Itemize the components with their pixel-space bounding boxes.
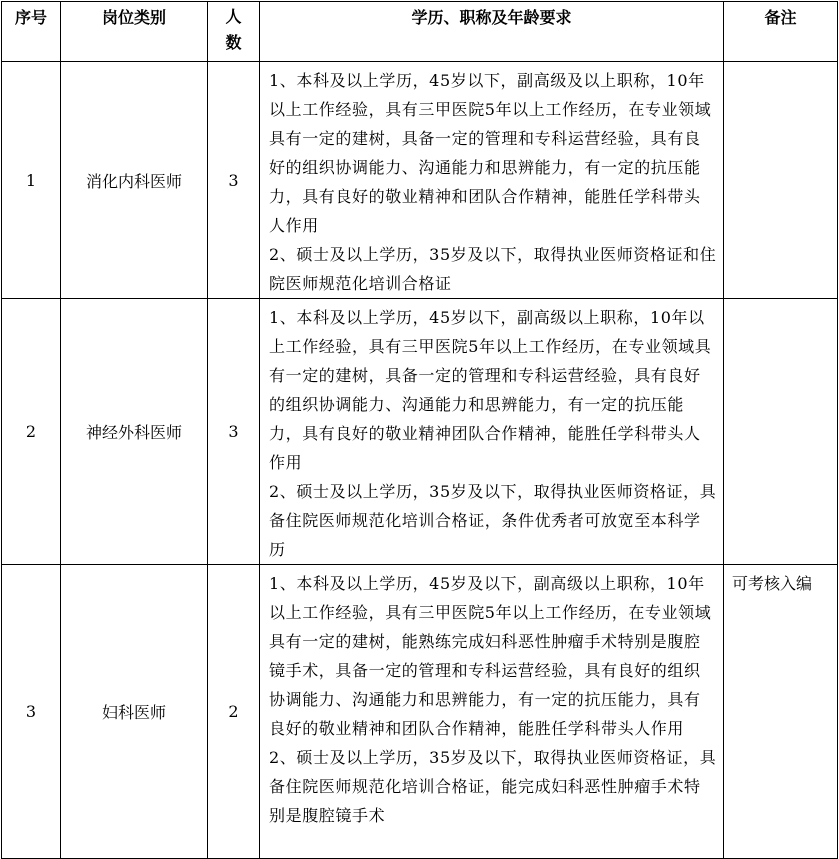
table-row	[2, 299, 838, 565]
requirement-item-1: 1、本科及以上学历，45岁以下，副高级及以上职称，10年以上工作经验，具有三甲医院5年以上工作经历，在专业领域具有一定的建树，具备一定的管理和专科运营经验，具有良好的组织协调能力、沟通能力和思辨能力，有一定的抗压能力，具有良好的敬业精神和团队合作精神，能胜任学科带头人作用	[269, 71, 712, 235]
header-index-text: 序号	[14, 8, 47, 27]
row-requirements-cell	[260, 62, 724, 299]
row-remark-cell: 可考核入编	[724, 565, 838, 859]
row-position-cell: 妇科医师	[61, 565, 208, 859]
row-count-cell: 3	[208, 62, 260, 299]
header-position-text: 岗位类别	[101, 8, 166, 27]
row-position-cell: 神经外科医师	[61, 299, 208, 565]
row-requirements-cell	[260, 565, 724, 859]
header-index	[2, 2, 61, 62]
row-count-cell: 2	[208, 565, 260, 859]
table-row	[2, 565, 838, 859]
table-row	[2, 62, 838, 299]
header-count	[208, 2, 260, 62]
header-count-text: 人数	[225, 7, 242, 52]
row-requirements-cell	[260, 299, 724, 565]
header-row	[2, 2, 838, 62]
row-index-cell: 1	[2, 62, 61, 299]
requirement-item-1: 1、本科及以上学历，45岁及以下，副高级以上职称，10年以上工作经验，具有三甲医院5年以上工作经历，在专业领域具有一定的建树，能熟练完成妇科恶性肿瘤手术特别是腹腔镜手术，具备一定的管理和专科运营经验，具有良好的组织协调能力、沟通能力和思辨能力，有一定的抗压能力，具有良好的敬业精神和团队合作精神，能胜任学科带头人作用	[269, 574, 712, 738]
requirement-item-2: 2、硕士及以上学历，35岁及以下，取得执业医师资格证，具备住院医师规范化培训合格证，条件优秀者可放宽至本科学历	[269, 482, 717, 559]
row-remark-cell	[724, 299, 838, 565]
header-remark-text: 备注	[764, 8, 797, 27]
header-position	[61, 2, 208, 62]
row-index-cell: 3	[2, 565, 61, 859]
requirement-item-1: 1、本科及以上学历，45岁以下，副高级以上职称，10年以上工作经验，具有三甲医院5年以上工作经历，在专业领域具有一定的建树，具备一定的管理和专科运营经验，具有良好的组织协调能力、沟通能力和思辨能力，有一定的抗压能力，具有良好的敬业精神团队合作精神，能胜任学科带头人作用	[269, 308, 712, 472]
recruitment-table	[1, 1, 838, 859]
row-count-cell: 3	[208, 299, 260, 565]
row-remark-cell	[724, 62, 838, 299]
header-requirements	[260, 2, 724, 62]
header-remark	[724, 2, 838, 62]
row-position-cell: 消化内科医师	[61, 62, 208, 299]
requirement-item-2: 2、硕士及以上学历，35岁及以下，取得执业医师资格证，具备住院医师规范化培训合格证，能完成妇科恶性肿瘤手术特别是腹腔镜手术	[269, 748, 717, 825]
row-index-cell: 2	[2, 299, 61, 565]
header-requirements-text: 学历、职称及年龄要求	[411, 8, 572, 27]
requirement-item-2: 2、硕士及以上学历，35岁及以下，取得执业医师资格证和住院医师规范化培训合格证	[269, 245, 717, 293]
